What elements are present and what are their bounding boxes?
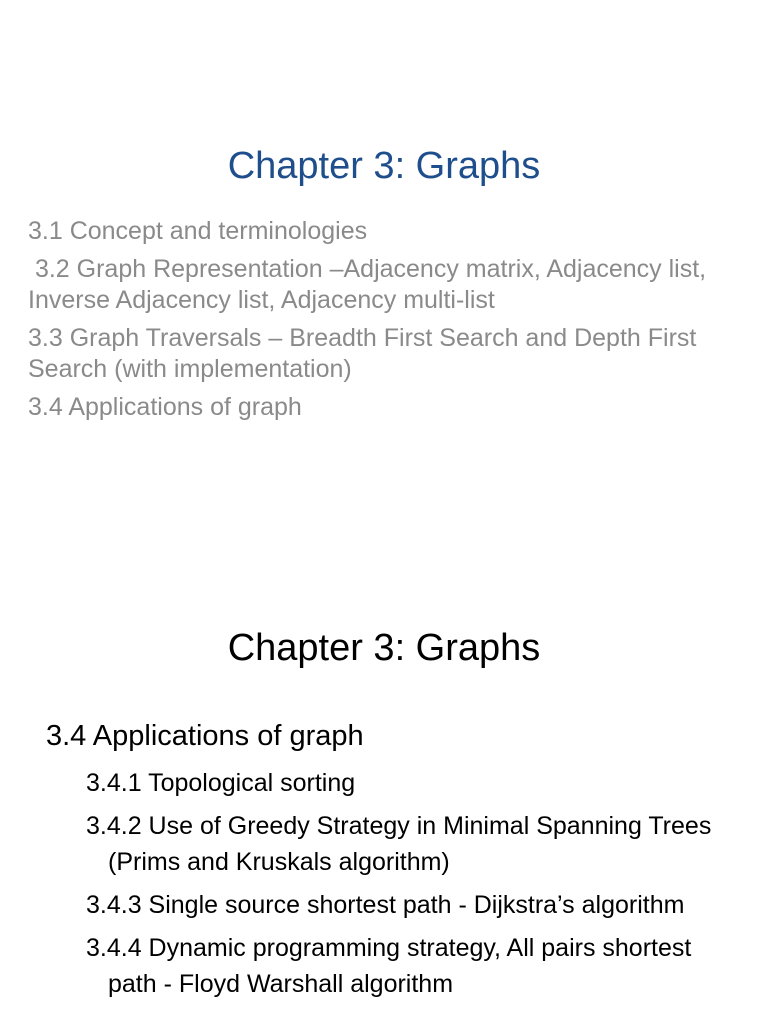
slide-2-title: Chapter 3: Graphs bbox=[227, 627, 541, 669]
slide-1-topic-list bbox=[28, 216, 714, 430]
topic-item-3-2: 3.2 Graph Representation –Adjacency matrix, Adjacency list, Inverse Adjacency list, Adjacency multi-list bbox=[28, 255, 714, 314]
subtopic-item-3-4-1: 3.4.1 Topological sorting bbox=[86, 769, 356, 797]
topic-item-3-3: 3.3 Graph Traversals – Breadth First Search and Depth First Search (with implementation) bbox=[28, 324, 697, 383]
subtopic-item-3-4-3: 3.4.3 Single source shortest path - Dijkstra’s algorithm bbox=[86, 891, 685, 919]
subtopic-item-3-4-4: 3.4.4 Dynamic programming strategy, All pairs shortest path - Floyd Warshall algorithm bbox=[86, 934, 692, 998]
slide-2 bbox=[0, 576, 768, 1024]
subtopic-item-3-4-2: 3.4.2 Use of Greedy Strategy in Minimal Spanning Trees (Prims and Kruskals algorithm) bbox=[86, 812, 712, 876]
slide-2-subtopic-list bbox=[86, 765, 726, 1009]
slide-1-title: Chapter 3: Graphs bbox=[227, 145, 541, 187]
topic-item-3-4: 3.4 Applications of graph bbox=[28, 393, 302, 421]
topic-item-3-1: 3.1 Concept and terminologies bbox=[28, 217, 368, 245]
slide-2-heading: 3.4 Applications of graph bbox=[46, 720, 364, 752]
